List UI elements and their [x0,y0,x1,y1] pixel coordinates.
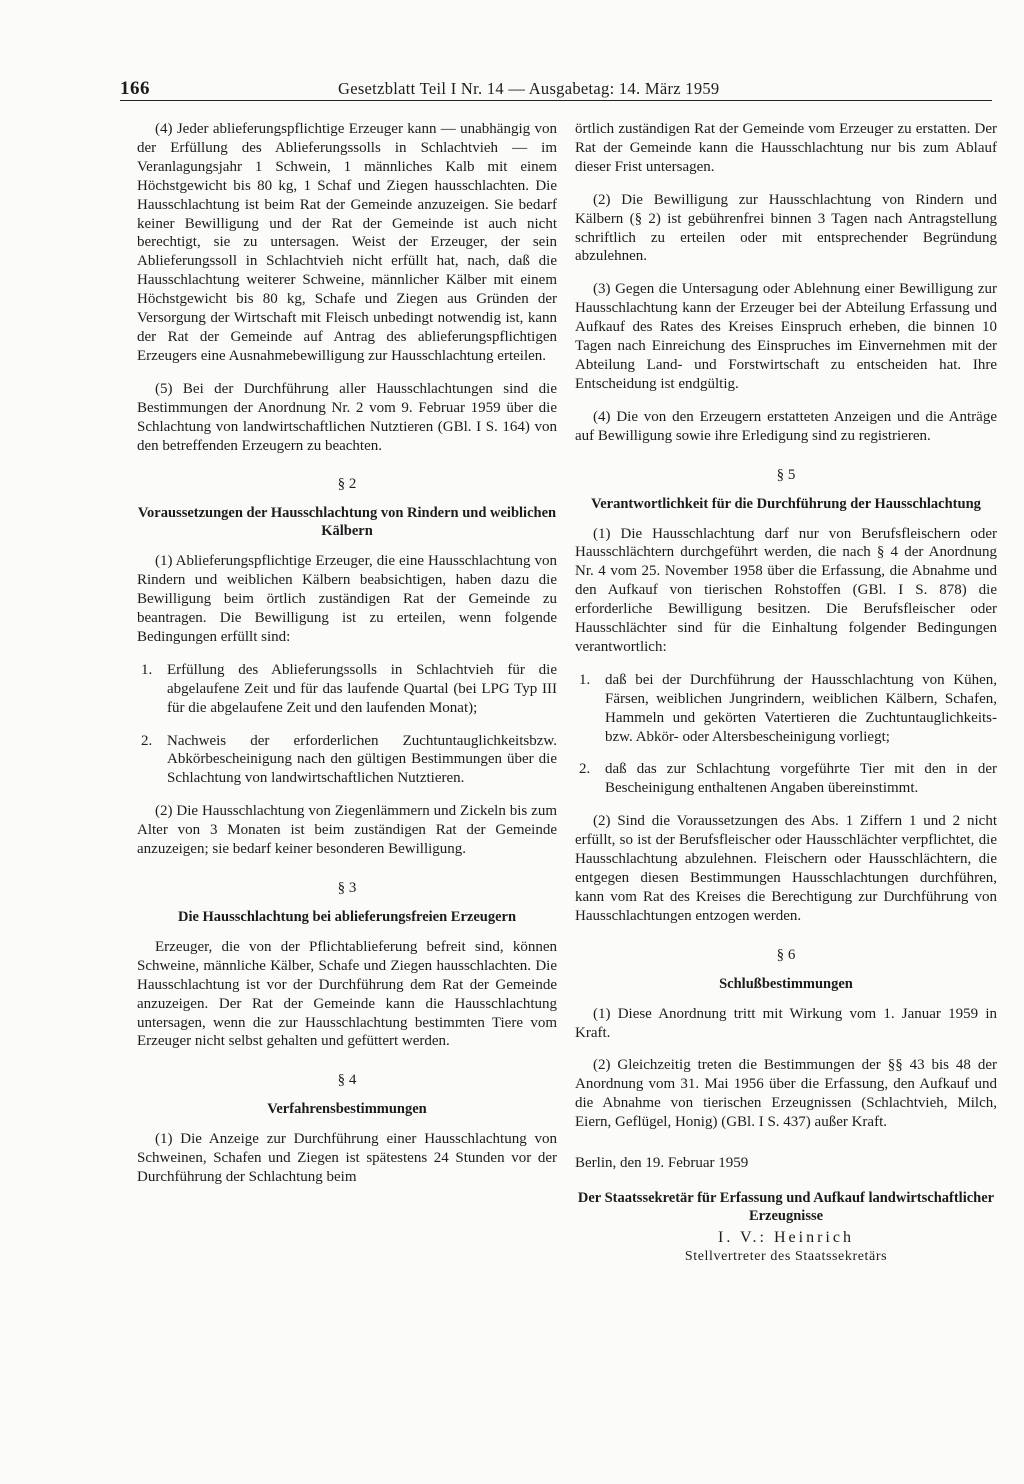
list-item [575,760,997,798]
paragraph-6-2: (2) Gleichzeitig treten die Bestimmungen der §§ 43 bis 48 der Anordnung vom 31. Mai 1956 über die Erfassung, den Aufkauf und die Abnahme von tierischen Erzeugnissen (Schlachtvieh, Milch, Eiern, Geflügel, Honig) (GBl. I S. 437) außer Kraft. [575,1057,997,1131]
paragraph-4-1: (1) Die Anzeige zur Durchführung einer Hausschlachtung von Schweinen, Schafen und Ziegen ist spätestens 24 Stunden vor der Durchführung der Schlachtung beim [137,1131,557,1186]
paragraph-1-5: (5) Bei der Durchführung aller Hausschlachtungen sind die Bestimmungen der Anordnung Nr. 2 vom 9. Februar 1959 über die Schlachtung von landwirtschaftlichen Nutztieren (GBl. I S. 164) von den betreffenden Erzeugern zu beachten. [137,380,557,454]
paragraph-6-1: (1) Diese Anordnung tritt mit Wirkung vom 1. Januar 1959 in Kraft. [575,1005,997,1041]
page-number: 166 [120,78,150,99]
section-2-title: Voraussetzungen der Hausschlachtung von Rindern und weiblichen Kälbern [137,505,557,540]
list-item-text: Erfüllung des Ablieferungssolls in Schlachtvieh für die abgelaufene Zeit und für das laufende Quartal (bei LPG Typ III für die abgelaufene Zeit und den laufenden Monat); [167,661,557,716]
section-6-mark: § 6 [776,946,796,963]
section-3-title: Die Hausschlachtung bei ablieferungsfreien Erzeugern [177,908,517,925]
section-2-mark: § 2 [337,476,357,493]
paragraph-2-1: (1) Ablieferungspflichtige Erzeuger, die eine Hausschlachtung von Rindern und weiblichen Kälbern beabsichtigen, haben dazu die Bewilligung beim örtlich zuständigen Rat der Gemeinde zu beantragen. Die Bewilligung ist zu erteilen, wenn folgende Bedingungen erfüllt sind: [137,553,557,645]
list-item [137,661,557,718]
left-column [137,120,557,1201]
paragraph-1-4: (4) Jeder ablieferungspflichtige Erzeuger kann — unabhängig von der Erfüllung des Ablieferungssolls in Schlachtvieh — im Veranlagungsjahr 1 Schwein, 1 männliches Kalb mit einem Höchstgewicht bis 80 kg, 1 Schaf und Ziegen hausschlachten. Die Hausschlachtung ist beim Rat der Gemeinde anzuzeigen. Sie bedarf keiner Bewilligung und der Rat der Gemeinde ist auch nicht berechtigt, sie zu untersagen. Weist der Erzeuger, der sein Ablieferungssoll in Schlachtvieh nicht erfüllt hat, nach, daß die Hausschlachtung weiterer Schweine, männlicher Kälber mit einem Höchstgewicht bis 80 kg, Schafe und Ziegen aus Gründen der Versorgung der Wirtschaft mit Fleisch unbedingt notwendig ist, kann der Rat der Gemeinde auf Antrag des ablieferungspflichtigen Erzeugers eine Ausnahmebewilligung zur Hausschlachtung erteilen. [137,121,557,364]
paragraph-4-3: (3) Gegen die Untersagung oder Ablehnung einer Bewilligung zur Hausschlachtung kann der Erzeuger bei der Abteilung Erfassung und Aufkauf des Rates des Kreises Einspruch erheben, die binnen 10 Tagen nach Einreichung des Einspruches im Einvernehmen mit der Abteilung Land- und Forstwirtschaft zu entscheiden hat. Ihre Entscheidung ist endgültig. [575,281,997,392]
list-item-text: daß das zur Schlachtung vorgeführte Tier mit den in der Bescheinigung enthaltenen Angaben übereinstimmt. [605,761,997,797]
section-6-title: Schlußbestimmungen [719,975,853,992]
page-header [120,76,992,101]
paragraph-4-2: (2) Die Bewilligung zur Hausschlachtung von Rindern und Kälbern (§ 2) ist gebührenfrei binnen 3 Tagen nach Antragstellung schriftlich zu erteilen oder mit entsprechender Begründung abzulehnen. [575,191,997,265]
list-item [137,732,557,789]
right-column [575,120,997,1267]
list-item-text: daß bei der Durchführung der Hausschlachtung von Kühen, Färsen, weiblichen Jungrindern, weiblichen Kälbern, Schafen, Hammeln und gekörten Vatertieren die Zuchtuntauglichkeits- bzw. Abkör- oder Altersbescheinigung vorliegt; [605,671,997,745]
section-5-title: Verantwortlichkeit für die Durchführung der Hausschlachtung [591,495,981,512]
signatory-role: Stellvertreter des Staatssekretärs [684,1248,888,1264]
paragraph-3-1: Erzeuger, die von der Pflichtablieferung befreit sind, können Schweine, männliche Kälber, Schafe und Ziegen hausschlachten. Die Hausschlachtung ist vor der Durchführung dem Rat der Gemeinde anzuzeigen. Der Rat der Gemeinde kann die Hausschlachtung untersagen, wenn die zur Hausschlachtung bestimmten Tiere vom Erzeuger nicht selbst gehalten und gefüttert werden. [137,938,557,1050]
list-item [575,671,997,747]
gazette-header-title: Gesetzblatt Teil I Nr. 14 — Ausgabetag: 14. März 1959 [338,79,720,98]
list-item-number: 2. [141,732,153,749]
section-3-mark: § 3 [337,880,357,896]
list-item-number: 2. [579,761,591,778]
paragraph-5-1: (1) Die Hausschlachtung darf nur von Berufsfleischern oder Hausschlächtern durchgeführt werden, die nach § 4 der Anordnung Nr. 4 vom 25. November 1958 über die Erfassung, die Abnahme und den Aufkauf von tierischen Rohstoffen (GBl. I S. 878) die erforderliche Bewilligung besitzen. Die Berufsfleischer oder Hausschlächter sind für die Einhaltung folgender Bedingungen verantwortlich: [575,525,997,655]
paragraph-4-4: (4) Die von den Erzeugern erstatteten Anzeigen und die Anträge auf Bewilligung sowie ihre Erledigung sind zu registrieren. [575,408,997,444]
section-4-mark: § 4 [337,1072,357,1089]
section-5-mark: § 5 [776,466,796,483]
signature-block [575,1189,997,1267]
paragraph-5-2: (2) Sind die Voraussetzungen des Abs. 1 Ziffern 1 und 2 nicht erfüllt, so ist der Berufsfleischer oder Hausschlächter verpflichtet, die Hausschlachtung abzulehnen. Fleischern oder Hausschlächtern, die entgegen diesen Bestimmungen Hausschlachtungen durchführen, kann vom Rat des Kreises die Berechtigung zur Durchführung von Hausschlachtungen entzogen werden. [575,813,997,924]
section-4-title: Verfahrensbestimmungen [267,1101,427,1118]
signatory-name: I. V.: Heinrich [718,1228,854,1246]
list-item-number: 1. [141,661,153,678]
list-item-number: 1. [579,671,591,688]
signatory-office: Der Staatssekretär für Erfassung und Aufkauf landwirtschaftlicher Erzeugnisse [577,1189,995,1224]
paragraph-4-1-continued: örtlich zuständigen Rat der Gemeinde vom Erzeuger zu erstatten. Der Rat der Gemeinde kann die Hausschlachtung nur bis zum Ablauf dieser Frist untersagen. [575,121,997,175]
place-and-date: Berlin, den 19. Februar 1959 [575,1155,749,1172]
list-item-text: Nachweis der erforderlichen Zuchtuntauglichkeitsbzw. Abkörbescheinigung nach den gültigen Bestimmungen über die Schlachtung von landwirtschaftlichen Nutztieren. [167,732,557,787]
paragraph-2-2: (2) Die Hausschlachtung von Ziegenlämmern und Zickeln bis zum Alter von 3 Monaten ist beim zuständigen Rat der Gemeinde anzuzeigen; sie bedarf keiner besonderen Bewilligung. [137,803,557,858]
